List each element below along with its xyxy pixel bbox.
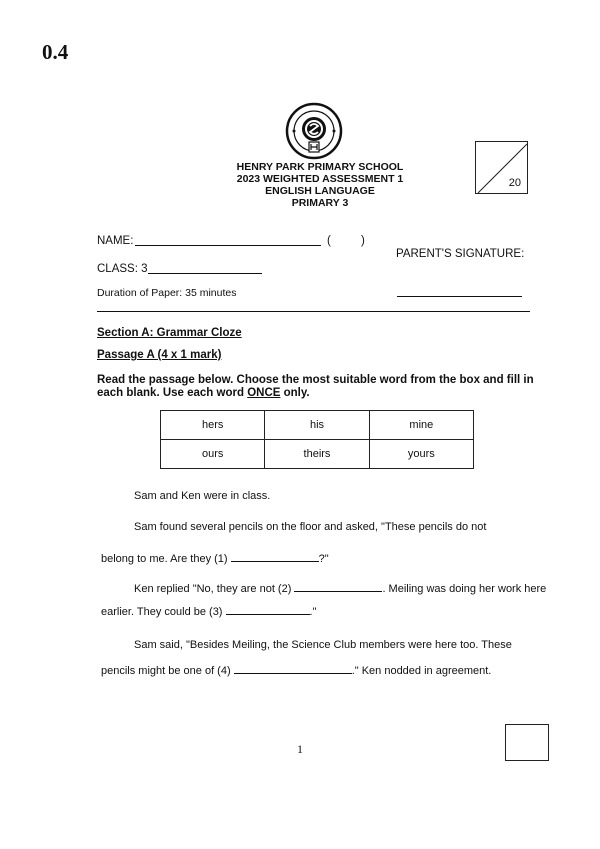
class-field[interactable]	[148, 261, 262, 274]
passage-line-3: belong to me. Are they (1) ?"	[101, 553, 329, 565]
word-option: ours	[161, 440, 265, 469]
score-total: 20	[508, 177, 521, 189]
marks-box	[505, 724, 549, 761]
blank-3[interactable]	[226, 614, 310, 615]
level-title: PRIMARY 3	[291, 197, 349, 209]
parent-signature-field[interactable]	[397, 284, 522, 297]
word-option: yours	[369, 440, 473, 469]
word-option: his	[265, 411, 369, 440]
word-box-row	[161, 411, 474, 440]
instruction-text: Read the passage below. Choose the most suitable word from the box and fill in each blank. Use each word ONCE only.	[97, 374, 534, 399]
name-label: NAME:	[97, 235, 134, 247]
parent-signature-label: PARENT'S SIGNATURE:	[396, 248, 525, 260]
passage-line-6: Sam said, "Besides Meiling, the Science Club members were here too. These	[134, 639, 512, 651]
subject-title: ENGLISH LANGUAGE	[265, 185, 375, 197]
register-close-paren: )	[361, 235, 365, 247]
school-crest-logo	[285, 102, 343, 160]
word-box	[160, 410, 474, 469]
passage-line-4: Ken replied "No, they are not (2) . Meiling was doing her work here	[134, 583, 547, 595]
class-label: CLASS: 3	[97, 263, 148, 275]
word-option: theirs	[265, 440, 369, 469]
header-divider	[97, 311, 530, 312]
passage-line-7: pencils might be one of (4) ." Ken nodded in agreement.	[101, 665, 492, 677]
blank-4[interactable]	[234, 673, 352, 674]
section-title: Section A: Grammar Cloze	[97, 327, 242, 339]
word-option: mine	[369, 411, 473, 440]
assessment-title: 2023 WEIGHTED ASSESSMENT 1	[236, 173, 404, 185]
name-field[interactable]	[135, 233, 321, 246]
question-number-label: 0.4	[42, 40, 69, 64]
register-open-paren: (	[327, 235, 331, 247]
passage-line-2: Sam found several pencils on the floor and asked, "These pencils do not	[134, 521, 487, 533]
word-box-row	[161, 440, 474, 469]
page-number: 1	[297, 742, 303, 756]
word-option: hers	[161, 411, 265, 440]
score-box	[475, 141, 528, 194]
school-name: HENRY PARK PRIMARY SCHOOL	[236, 161, 404, 173]
blank-2[interactable]	[294, 591, 382, 592]
blank-1[interactable]	[231, 561, 319, 562]
passage-title: Passage A (4 x 1 mark)	[97, 349, 222, 361]
passage-line-1: Sam and Ken were in class.	[134, 490, 271, 502]
passage-line-5: earlier. They could be (3) ."	[101, 606, 317, 618]
duration-text: Duration of Paper: 35 minutes	[97, 287, 237, 299]
instruction-emphasis: ONCE	[247, 387, 281, 399]
